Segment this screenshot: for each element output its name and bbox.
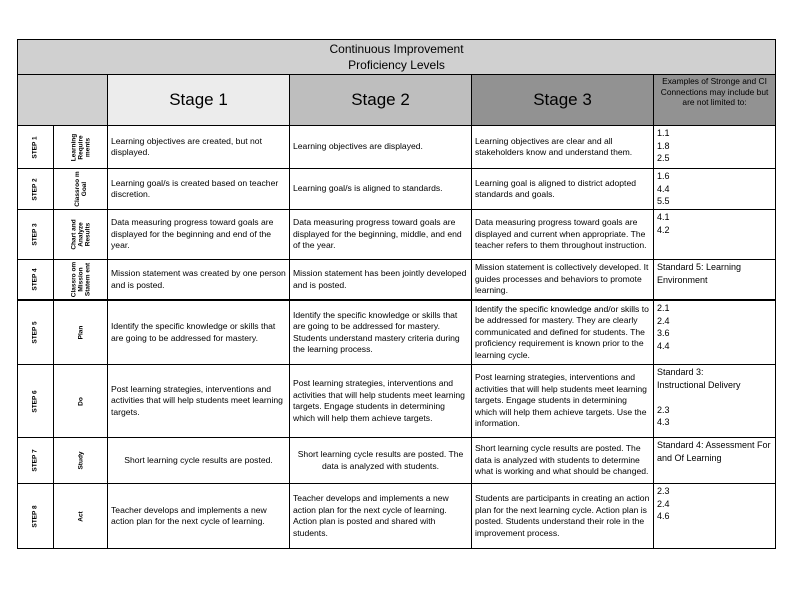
example-reference: 1.1 [657,128,670,138]
step-label-cell [18,260,54,301]
step-label: STEP 1 [32,135,39,159]
examples-cell [654,260,776,301]
focus-area-label: Chart and Analyze Results [70,219,91,250]
stage-2-descriptor: Post learning strategies, interventions and activities that will help students meet learning targets. Engage students in determining which will help them achieve targets. [290,365,472,438]
examples-cell [654,210,776,260]
focus-area-cell [54,210,108,260]
step-label: STEP 5 [32,321,39,344]
stage-1-descriptor: Post learning strategies, interventions and activities that will help students meet learning targets. [108,365,290,438]
example-reference: 2.3 [657,404,670,415]
step-label-cell [18,126,54,169]
stage-3-descriptor: Data measuring progress toward goals are displayed and current when appropriate. The teacher refers to them throughout instruction. [472,210,654,260]
table-row [18,210,776,260]
step-label: STEP 6 [32,389,39,413]
step-label-cell [18,365,54,438]
focus-area-label: Learning Require ments [70,133,91,161]
table-row [18,169,776,210]
examples-cell [654,300,776,365]
stage-2-descriptor: Mission statement has been jointly developed and is posted. [290,260,472,301]
focus-area-cell [54,484,108,549]
table-row [18,365,776,438]
focus-area-label: Plan [77,325,84,340]
stage-2-descriptor: Teacher develops and implements a new action plan for the next cycle of learning. Action plan is posted and shared with students. [290,484,472,549]
example-reference: 2.4 [657,498,670,509]
stage-3-descriptor: Learning goal is aligned to district adopted standards and goals. [472,169,654,210]
step-label: STEP 2 [32,177,39,201]
focus-area-cell [54,126,108,169]
step-label-cell [18,438,54,484]
examples-cell [654,365,776,438]
step-label-cell [18,484,54,549]
focus-area-cell [54,438,108,484]
table-row [18,300,776,365]
examples-cell [654,438,776,484]
focus-area-cell [54,260,108,301]
stage-1-header: Stage 1 [108,75,290,126]
step-label: STEP 4 [32,268,39,291]
stage-3-descriptor: Students are participants in creating an action plan for the next learning cycle. Action plan is posted. Students understand their role in the improvement process. [472,484,654,549]
example-reference: 5.5 [657,196,670,206]
focus-area-cell [54,300,108,365]
example-reference: 4.1 [657,212,670,222]
page-title [18,40,776,75]
stage-1-descriptor: Mission statement was created by one person and is posted. [108,260,290,301]
stage-3-descriptor: Learning objectives are clear and all stakeholders know and understand them. [472,126,654,169]
stage-2-descriptor: Learning objectives are displayed. [290,126,472,169]
example-reference: 4.4 [657,340,670,351]
stage-1-descriptor: Identify the specific knowledge or skills that are going to be addressed for mastery. [108,300,290,365]
focus-area-label: Act [77,510,84,522]
example-reference: 4.2 [657,224,670,235]
example-reference [657,391,772,404]
step-label: STEP 8 [32,504,39,528]
stage-3-header: Stage 3 [472,75,654,126]
stage-1-descriptor: Learning goal/s is created based on teacher discretion. [108,169,290,210]
example-reference: 1.8 [657,140,670,151]
step-label-cell [18,210,54,260]
step-label: STEP 7 [32,449,39,472]
focus-area-label: Study [77,451,84,470]
stage-1-descriptor: Short learning cycle results are posted. [108,438,290,484]
stage-1-descriptor: Learning objectives are created, but not displayed. [108,126,290,169]
stage-2-descriptor: Short learning cycle results are posted. The data is analyzed with students. [290,438,472,484]
focus-area-label: Classro om Mission Statem ent [70,261,91,298]
example-reference: 2.4 [657,315,670,326]
step-label: STEP 3 [32,223,39,246]
example-reference: 4.4 [657,183,670,194]
focus-area-label: Classroo m Goal [73,171,88,207]
table-row [18,484,776,549]
example-reference: 2.3 [657,486,670,496]
examples-header: Examples of Stronge and CI Connections may include but are not limited to: [654,75,776,126]
focus-area-label: Do [77,396,84,406]
example-reference: Standard 5: Learning Environment [657,262,742,285]
stage-1-descriptor: Data measuring progress toward goals are displayed for the beginning and end of the year. [108,210,290,260]
example-reference: Instructional Delivery [657,379,741,390]
header-blank-cell [18,75,108,126]
stage-3-descriptor: Mission statement is collectively developed. It guides processes and behaviors to promote learning. [472,260,654,301]
stage-3-descriptor: Post learning strategies, interventions and activities that will help students meet learning targets. Engage students in determining which will help them achieve targets. Use the information. [472,365,654,438]
examples-cell [654,169,776,210]
example-reference: Standard 4: Assessment For and Of Learning [657,440,771,463]
stage-2-header: Stage 2 [290,75,472,126]
stage-3-descriptor: Identify the specific knowledge and/or skills to be addressed for mastery. They are clearly communicated and defined for students. The proficiency requirement is known prior to the learning cycle. [472,300,654,365]
examples-cell [654,126,776,169]
example-reference: Standard 3: [657,367,704,377]
examples-cell [654,484,776,549]
stage-2-descriptor: Learning goal/s is aligned to standards. [290,169,472,210]
example-reference: 2.5 [657,153,670,163]
proficiency-table [17,39,776,549]
example-reference: 4.6 [657,511,670,521]
table-row [18,126,776,169]
table-row [18,438,776,484]
stage-1-descriptor: Teacher develops and implements a new action plan for the next cycle of learning. [108,484,290,549]
step-label-cell [18,300,54,365]
example-reference: 1.6 [657,171,670,181]
stage-3-descriptor: Short learning cycle results are posted. The data is analyzed with students to determine what is working and what should be changed. [472,438,654,484]
title-line-1: Continuous Improvement [329,42,464,56]
focus-area-cell [54,365,108,438]
focus-area-cell [54,169,108,210]
stage-2-descriptor: Data measuring progress toward goals are displayed for the beginning, middle, and end of the year. [290,210,472,260]
stage-2-descriptor: Identify the specific knowledge or skills that are going to be addressed for mastery. Students understand mastery criteria during the learning process. [290,300,472,365]
example-reference: 4.3 [657,417,670,427]
step-label-cell [18,169,54,210]
title-line-2: Proficiency Levels [348,58,445,72]
table-row [18,260,776,301]
example-reference: 2.1 [657,303,670,313]
example-reference: 3.6 [657,328,670,338]
